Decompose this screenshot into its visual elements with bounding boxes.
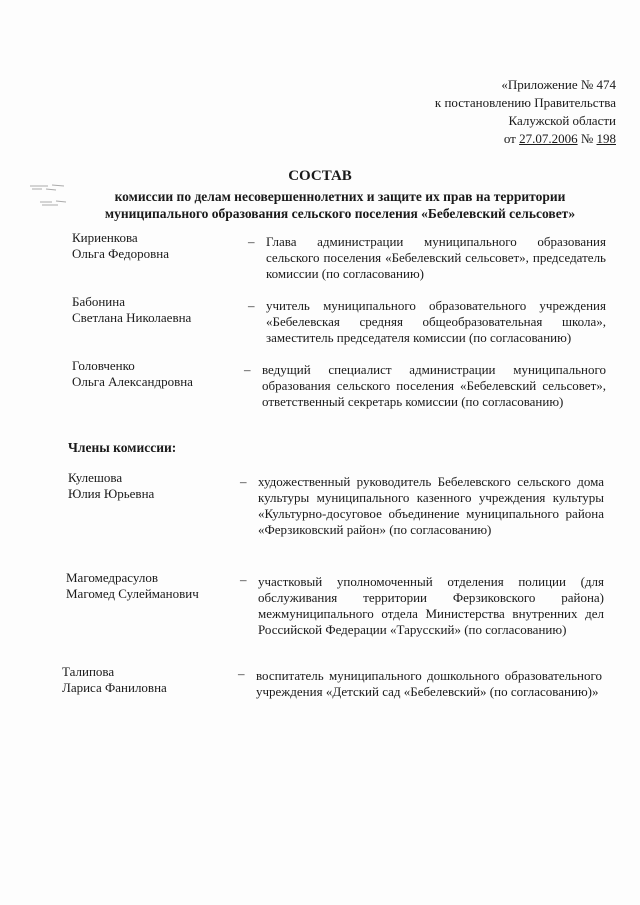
person-name: [72, 294, 191, 326]
person-given-names: Лариса Фаниловна: [62, 680, 167, 695]
person-given-names: Ольга Федоровна: [72, 246, 170, 261]
person-given-names: Юлия Юрьевна: [68, 486, 155, 501]
header-number: 198: [596, 131, 616, 146]
person-name: [66, 570, 199, 602]
person-role: учитель муниципального образовательного учреждения «Бебелевская средняя общеобразовательная школа», заместитель председателя комиссии (по согласованию): [266, 298, 606, 345]
dash-separator: –: [240, 474, 247, 489]
person-surname: Бабонина: [72, 294, 125, 309]
appendix-header: [435, 76, 616, 148]
person-surname: Головченко: [72, 358, 135, 373]
person-name: [72, 230, 169, 262]
header-line-appendix: «Приложение № 474: [501, 77, 616, 92]
person-role: участковый уполномоченный отделения полиции (для обслуживания территории Ферзиковского района) межмуниципального отдела Министерства внутренних дел Российской Федерации «Тарусский» (по согласованию): [258, 574, 604, 637]
person-name: [62, 664, 167, 696]
header-line-date: [435, 130, 616, 148]
person-surname: Талипова: [62, 664, 115, 679]
dash-separator: –: [244, 362, 251, 377]
person-given-names: Магомед Сулейманович: [66, 586, 199, 601]
header-number-sign: №: [577, 131, 597, 146]
person-role: Глава администрации муниципального образования сельского поселения «Бебелевский сельсовет», председатель комиссии (по согласованию): [266, 234, 606, 281]
header-date: 27.07.2006: [519, 131, 578, 146]
person-role: ведущий специалист администрации муниципального образования сельского поселения «Бебелевский сельсовет», ответственный секретарь комиссии (по согласованию): [262, 362, 606, 409]
person-name: [72, 358, 193, 390]
header-line-region: Калужской области: [508, 113, 616, 128]
person-name: [68, 470, 154, 502]
subtitle-line-2: муниципального образования сельского поселения «Бебелевский сельсовет»: [104, 206, 576, 221]
document-subtitle: [60, 188, 620, 222]
dash-separator: –: [248, 298, 255, 313]
dash-separator: –: [248, 234, 255, 249]
dash-separator: –: [240, 572, 247, 587]
members-heading: Члены комиссии:: [68, 440, 177, 455]
header-line-resolution: к постановлению Правительства: [434, 95, 616, 110]
person-surname: Кириенкова: [72, 230, 138, 245]
person-given-names: Ольга Александровна: [72, 374, 193, 389]
dash-separator: –: [238, 666, 245, 681]
person-role: художественный руководитель Бебелевского сельского дома культуры муниципального казенного учреждения культуры «Культурно-досуговое объединение муниципального района «Ферзиковский район» (по согласованию): [258, 474, 604, 537]
document-title: СОСТАВ: [288, 168, 352, 184]
person-surname: Магомедрасулов: [66, 570, 158, 585]
person-given-names: Светлана Николаевна: [72, 310, 192, 325]
subtitle-line-1: комиссии по делам несовершеннолетних и защите их прав на территории: [114, 189, 566, 204]
person-role: воспитатель муниципального дошкольного образовательного учреждения «Детский сад «Бебелевский» (по согласованию)»: [256, 668, 602, 699]
header-from: от: [503, 131, 520, 146]
person-surname: Кулешова: [68, 470, 123, 485]
